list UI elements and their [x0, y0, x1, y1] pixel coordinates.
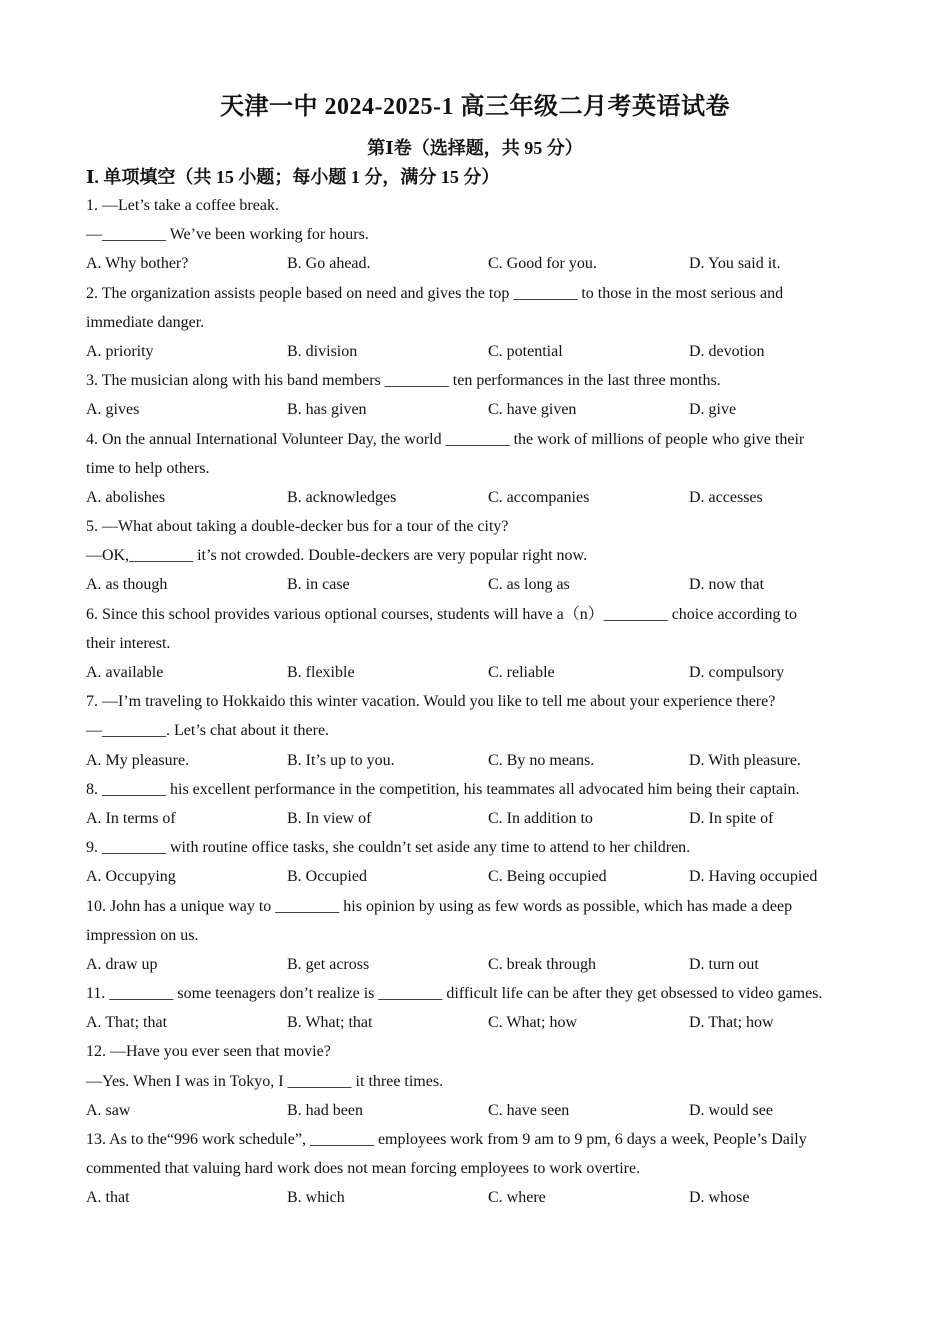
question-text-line: impression on us. — [86, 926, 199, 944]
question-10 — [86, 892, 866, 980]
option-d: D. give — [689, 401, 737, 419]
option-b: B. Occupied — [287, 868, 367, 886]
question-9 — [86, 833, 866, 891]
question-1 — [86, 191, 866, 279]
question-text-line: commented that valuing hard work does not mean forcing employees to work overtire. — [86, 1160, 641, 1178]
question-text-line: 4. On the annual International Volunteer Day, the world ________ the work of millions of people who give their — [86, 430, 805, 448]
question-text-line: —Yes. When I was in Tokyo, I ________ it three times. — [86, 1072, 444, 1090]
question-text-line: 13. As to the“996 work schedule”, ________ employees work from 9 am to 9 pm, 6 days a week, People’s Daily — [86, 1131, 807, 1148]
answer-options — [86, 804, 866, 833]
question-3 — [86, 366, 866, 424]
answer-options — [86, 950, 866, 979]
question-text-line: —________. Let’s chat about it there. — [86, 722, 330, 740]
answer-options — [86, 1183, 866, 1212]
question-text-line: 1. —Let’s take a coffee break. — [86, 197, 279, 214]
answer-options — [86, 1096, 866, 1125]
question-text-line: 3. The musician along with his band members ________ ten performances in the last three months. — [86, 372, 721, 390]
question-12 — [86, 1037, 866, 1125]
question-2 — [86, 279, 866, 367]
option-a: A. that — [86, 1189, 130, 1207]
option-c: C. reliable — [488, 664, 555, 681]
option-a: A. as though — [86, 576, 168, 594]
option-c: C. have seen — [488, 1101, 570, 1119]
option-c: C. have given — [488, 401, 577, 419]
option-b: B. has given — [287, 401, 367, 419]
answer-options — [86, 395, 866, 424]
answer-options — [86, 483, 866, 512]
option-d: D. You said it. — [689, 255, 781, 273]
option-c: C. potential — [488, 342, 563, 360]
option-d: D. would see — [689, 1101, 773, 1119]
option-a: A. abolishes — [86, 488, 166, 506]
question-text-line: 12. —Have you ever seen that movie? — [86, 1043, 331, 1061]
part-subtitle: 第Ⅰ卷（选择题，共 95 分） — [367, 138, 583, 158]
question-5 — [86, 512, 866, 600]
option-d: D. accesses — [689, 488, 763, 506]
option-d: D. In spite of — [689, 809, 774, 827]
answer-options — [86, 337, 866, 366]
question-text-line: 8. ________ his excellent performance in the competition, his teammates all advocated him being their captain. — [86, 780, 800, 798]
option-a: A. saw — [86, 1101, 131, 1119]
option-b: B. Go ahead. — [287, 255, 371, 273]
option-d: D. That; how — [689, 1014, 774, 1032]
answer-options — [86, 746, 866, 775]
question-text-line: 9. ________ with routine office tasks, she couldn’t set aside any time to attend to her children. — [86, 839, 691, 857]
question-11 — [86, 979, 866, 1037]
question-text-line: 10. John has a unique way to ________ his opinion by using as few words as possible, which has made a deep — [86, 897, 793, 915]
option-a: A. Occupying — [86, 868, 176, 886]
option-a: A. gives — [86, 401, 140, 419]
option-b: B. which — [287, 1189, 345, 1207]
option-b: B. get across — [287, 955, 370, 973]
question-text-line: 5. —What about taking a double-decker bus for a tour of the city? — [86, 518, 509, 536]
option-d: D. whose — [689, 1189, 750, 1207]
question-text-line: their interest. — [86, 634, 171, 652]
question-text-line: 11. ________ some teenagers don’t realize is ________ difficult life can be after they get obsessed to video games. — [86, 985, 823, 1003]
option-b: B. division — [287, 342, 358, 360]
question-13 — [86, 1125, 866, 1213]
option-c: C. Good for you. — [488, 255, 597, 273]
page-title: 天津一中 2024-2025-1 高三年级二月考英语试卷 — [220, 94, 730, 120]
option-c: C. What; how — [488, 1014, 578, 1032]
option-c: C. In addition to — [488, 809, 593, 827]
question-text-line: time to help others. — [86, 459, 210, 477]
option-a: A. available — [86, 664, 164, 681]
question-text-line: —________ We’ve been working for hours. — [86, 226, 369, 244]
option-c: C. where — [488, 1189, 546, 1207]
option-b: B. had been — [287, 1101, 363, 1119]
option-a: A. That; that — [86, 1014, 168, 1032]
answer-options — [86, 1008, 866, 1037]
option-d: D. compulsory — [689, 664, 785, 681]
option-b: B. flexible — [287, 664, 355, 681]
option-a: A. My pleasure. — [86, 751, 190, 769]
answer-options — [86, 249, 866, 278]
option-c: C. Being occupied — [488, 868, 607, 886]
question-8 — [86, 775, 866, 833]
question-4 — [86, 425, 866, 513]
option-a: A. In terms of — [86, 809, 176, 827]
question-text-line: 2. The organization assists people based on need and gives the top ________ to those in the most serious and — [86, 284, 784, 302]
option-b: B. in case — [287, 576, 350, 594]
question-7 — [86, 687, 866, 775]
option-d: D. Having occupied — [689, 868, 818, 886]
question-text-line: 6. Since this school provides various optional courses, students will have a（n）________ choice according to — [86, 605, 797, 623]
question-text-line: 7. —I’m traveling to Hokkaido this winter vacation. Would you like to tell me about your experience there? — [86, 693, 776, 711]
option-c: C. accompanies — [488, 488, 590, 506]
question-text-line: —OK,________ it’s not crowded. Double-deckers are very popular right now. — [86, 547, 588, 565]
option-a: A. draw up — [86, 955, 158, 973]
question-6 — [86, 600, 866, 688]
option-a: A. priority — [86, 342, 154, 360]
option-c: C. as long as — [488, 576, 570, 594]
answer-options — [86, 658, 866, 687]
option-c: C. By no means. — [488, 751, 595, 769]
option-b: B. In view of — [287, 809, 372, 827]
option-a: A. Why bother? — [86, 255, 189, 273]
option-b: B. It’s up to you. — [287, 751, 395, 769]
question-list — [86, 191, 866, 1213]
option-d: D. now that — [689, 576, 765, 594]
option-c: C. break through — [488, 955, 596, 973]
option-d: D. devotion — [689, 342, 765, 360]
answer-options — [86, 570, 866, 599]
answer-options — [86, 862, 866, 891]
option-b: B. acknowledges — [287, 488, 397, 506]
question-text-line: immediate danger. — [86, 313, 205, 331]
section-heading: Ⅰ. 单项填空（共 15 小题；每小题 1 分，满分 15 分） — [86, 167, 500, 187]
option-b: B. What; that — [287, 1014, 373, 1032]
option-d: D. With pleasure. — [689, 751, 801, 769]
option-d: D. turn out — [689, 955, 759, 973]
